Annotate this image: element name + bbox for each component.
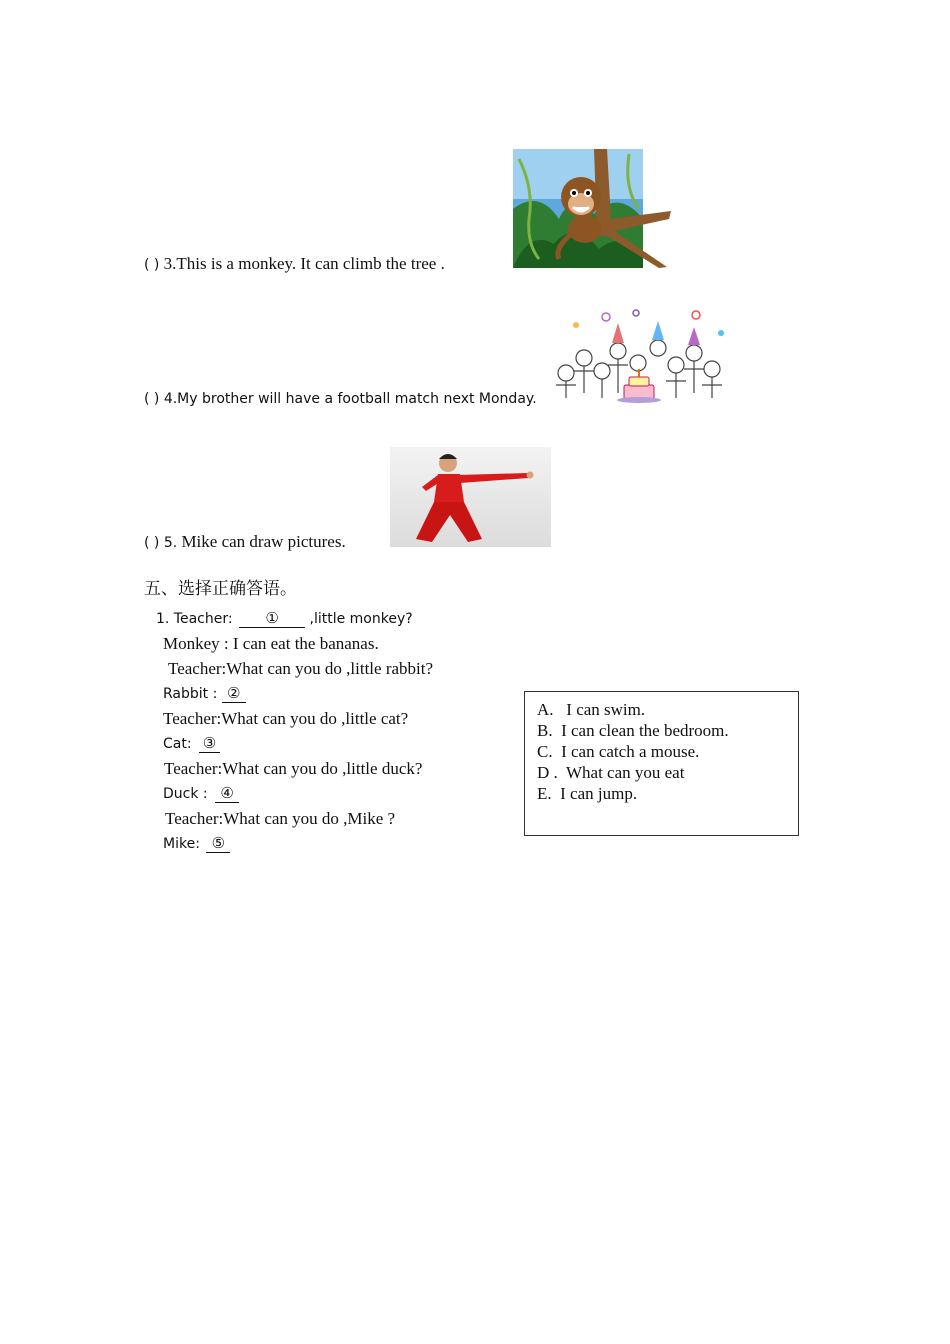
answer-blank-1[interactable]: ① <box>239 610 305 628</box>
cat-line <box>163 735 220 753</box>
option-text: What can you eat <box>565 763 685 782</box>
speaker-teacher: 1. Teacher: <box>156 611 233 627</box>
option-text: I can jump. <box>560 784 638 803</box>
option-letter: C. <box>537 742 553 761</box>
dialogue-line-1 <box>156 610 413 628</box>
option-e[interactable] <box>537 783 798 804</box>
teacher-mike-line: Teacher:What can you do ,Mike ? <box>165 809 396 828</box>
monkey-picture <box>499 149 671 268</box>
option-letter: B. <box>537 721 553 740</box>
option-letter: E. <box>537 784 552 803</box>
answer-blank-5[interactable]: ⑤ <box>206 835 230 853</box>
teacher-duck-line: Teacher:What can you do ,little duck? <box>164 759 423 778</box>
option-text: I can swim. <box>566 700 646 719</box>
answer-options-box <box>524 691 799 836</box>
answer-blank-3[interactable]: ③ <box>199 735 220 753</box>
party-picture <box>546 303 739 406</box>
monkey-line: Monkey : I can eat the bananas. <box>163 634 379 653</box>
answer-blank-4[interactable]: ④ <box>215 785 239 803</box>
question-3 <box>144 254 445 274</box>
question-text: Mike can draw pictures. <box>181 532 346 551</box>
speaker-duck: Duck : <box>163 786 208 802</box>
option-d[interactable] <box>537 762 798 783</box>
speaker-cat: Cat: <box>163 736 192 752</box>
option-text: I can catch a mouse. <box>561 742 700 761</box>
teacher-cat-line: Teacher:What can you do ,little cat? <box>163 709 409 728</box>
kungfu-boy-picture <box>390 447 551 547</box>
question-text: 3.This is a monkey. It can climb the tree . <box>163 254 445 273</box>
option-b[interactable] <box>537 720 798 741</box>
duck-line <box>163 785 239 803</box>
answer-blank-2[interactable]: ② <box>222 685 246 703</box>
option-a[interactable] <box>537 699 798 720</box>
speaker-rabbit: Rabbit : <box>163 686 218 702</box>
speaker-mike: Mike: <box>163 836 200 852</box>
option-letter: A. <box>537 700 554 719</box>
section-title: 五、选择正确答语。 <box>144 579 297 599</box>
option-text: I can clean the bedroom. <box>561 721 729 740</box>
answer-paren: ( ) 5. <box>144 535 178 551</box>
question-text: 4.My brother will have a football match next Monday. <box>163 391 537 407</box>
teacher-rabbit-line: Teacher:What can you do ,little rabbit? <box>168 659 434 678</box>
question-4 <box>144 391 537 407</box>
question-fragment: ,little monkey? <box>309 611 413 627</box>
option-c[interactable] <box>537 741 798 762</box>
option-letter: D . <box>537 763 558 782</box>
mike-line <box>163 835 230 853</box>
question-5 <box>144 532 346 552</box>
rabbit-line <box>163 685 246 703</box>
answer-paren: ( ) <box>144 257 160 273</box>
answer-paren: ( ) <box>144 391 160 407</box>
